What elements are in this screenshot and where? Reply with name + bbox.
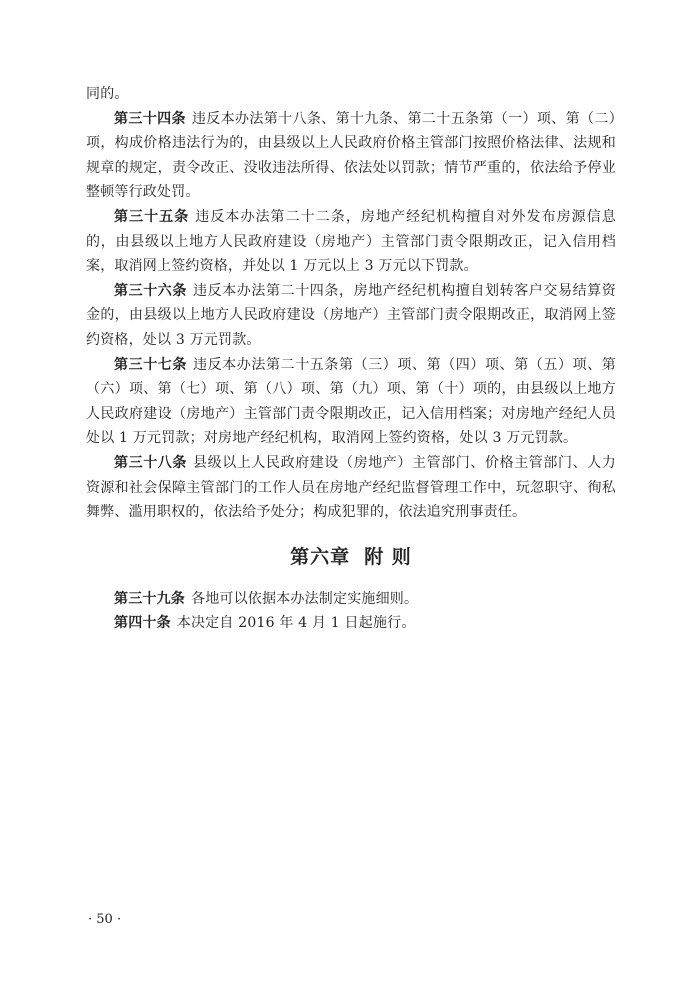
article-text: 违反本办法第二十二条，房地产经纪机构擅自对外发布房源信息的，由县级以上地方人民政府建设（房地产）主管部门责令限期改正，记入信用档案，取消网上签约资格，并处以 1 万元以上 3 万元以下罚款。 xyxy=(86,208,616,275)
page-number: · 50 · xyxy=(88,912,122,927)
article-35 xyxy=(86,205,616,279)
article-39 xyxy=(86,587,616,612)
article-number: 第三十四条 xyxy=(114,110,186,127)
article-number: 第三十六条 xyxy=(114,282,187,299)
article-number: 第三十五条 xyxy=(114,208,190,225)
article-34 xyxy=(86,107,616,205)
article-text: 违反本办法第二十四条，房地产经纪机构擅自划转客户交易结算资金的，由县级以上地方人民政府建设（房地产）主管部门责令限期改正，取消网上签约资格，处以 3 万元罚款。 xyxy=(86,282,616,348)
chapter-name: 附 则 xyxy=(364,545,412,568)
article-number: 第三十八条 xyxy=(114,454,187,471)
chapter-label: 第六章 xyxy=(290,545,351,568)
article-text: 违反本办法第二十五条第（三）项、第（四）项、第（五）项、第（六）项、第（七）项、第（八）项、第（九）项、第（十）项的，由县级以上地方人民政府建设（房地产）主管部门责令限期改正，记入信用档案；对房地产经纪人员处以 1 万元罚款；对房地产经纪机构，取消网上签约资格，处以 3 万元罚款。 xyxy=(86,356,616,447)
article-number: 第三十七条 xyxy=(114,356,187,373)
article-37 xyxy=(86,353,616,451)
article-number: 第三十九条 xyxy=(114,590,185,607)
article-text: 县级以上人民政府建设（房地产）主管部门、价格主管部门、人力资源和社会保障主管部门的工作人员在房地产经纪监督管理工作中，玩忽职守、徇私舞弊、滥用职权的，依法给予处分；构成犯罪的，依法追究刑事责任。 xyxy=(86,454,616,521)
article-38 xyxy=(86,451,616,525)
opening-fragment: 同的。 xyxy=(86,86,129,102)
article-number: 第四十条 xyxy=(114,615,171,632)
article-text: 违反本办法第十八条、第十九条、第二十五条第（一）项、第（二）项，构成价格违法行为的，由县级以上人民政府价格主管部门按照价格法律、法规和规章的规定，责令改正、没收违法所得、依法处以罚款；情节严重的，依法给予停业整顿等行政处罚。 xyxy=(86,110,617,201)
article-text: 各地可以依据本办法制定实施细则。 xyxy=(191,590,419,607)
article-36 xyxy=(86,279,616,353)
chapter-title xyxy=(86,543,616,571)
article-text: 本决定自 2016 年 4 月 1 日起施行。 xyxy=(176,615,416,632)
page-body xyxy=(86,82,616,636)
article-40 xyxy=(86,611,616,636)
